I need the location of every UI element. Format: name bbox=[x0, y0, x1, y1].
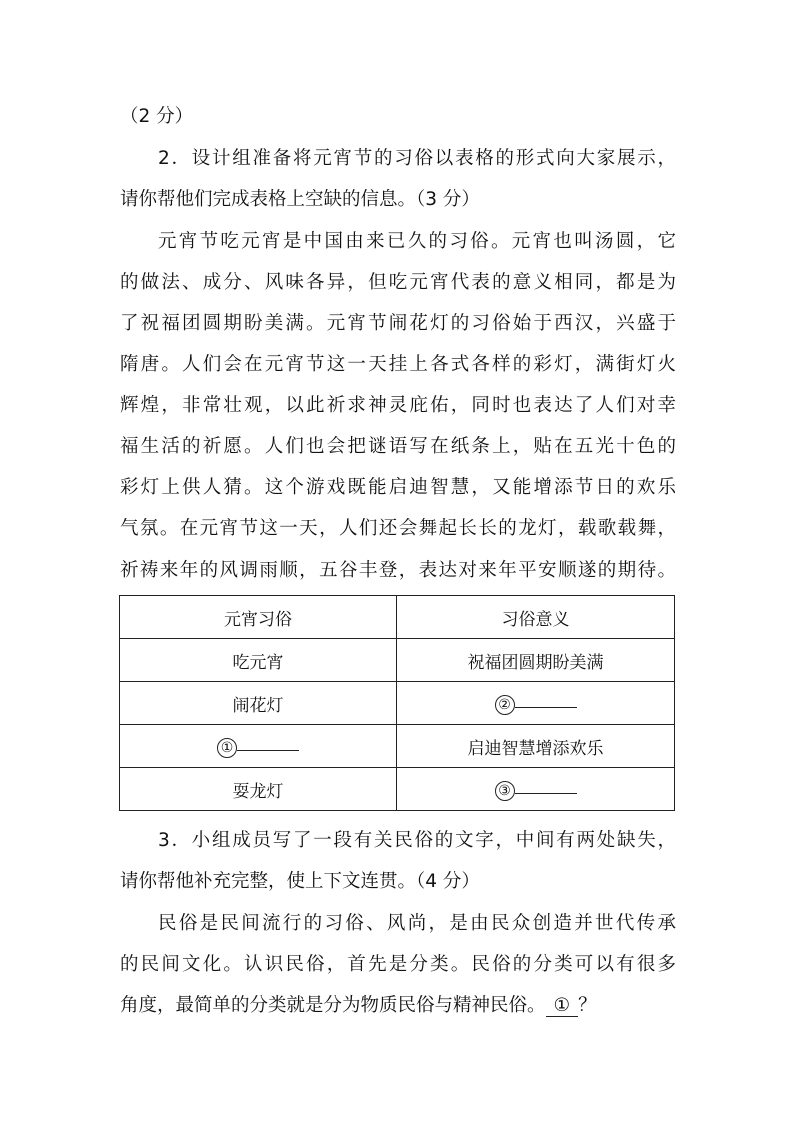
table-row bbox=[120, 639, 675, 682]
folk-passage-line-2: 的民间文化。认识民俗，首先是分类。民俗的分类可以有很多 bbox=[120, 954, 676, 975]
question-mark: ？ bbox=[578, 995, 597, 1016]
blank-number: ③ bbox=[495, 781, 515, 801]
custom-blank-cell[interactable] bbox=[120, 725, 397, 768]
question-3-line-2: 请你帮他补充完整，使上下文连贯。（4 分） bbox=[120, 871, 480, 892]
table-row bbox=[120, 725, 675, 768]
custom-cell: 吃元宵 bbox=[120, 639, 397, 682]
passage-line-8: 气氛。在元宵节这一天，人们还会舞起长长的龙灯，载歌载舞， bbox=[120, 518, 676, 539]
passage-line-2: 的做法、成分、风味各异，但吃元宵代表的意义相同，都是为 bbox=[120, 272, 676, 293]
answer-blank[interactable] bbox=[515, 778, 577, 794]
passage-line-6: 福生活的祈愿。人们也会把谜语写在纸条上，贴在五光十色的 bbox=[120, 436, 676, 457]
passage-line-1: 元宵节吃元宵是中国由来已久的习俗。元宵也叫汤圆，它 bbox=[158, 231, 676, 252]
table-row bbox=[120, 768, 675, 811]
table-row bbox=[120, 682, 675, 725]
answer-blank-1[interactable] bbox=[546, 996, 579, 1017]
answer-blank[interactable] bbox=[515, 692, 577, 708]
blank-number: ① bbox=[553, 995, 571, 1016]
passage-line-3: 了祝福团圆期盼美满。元宵节闹花灯的习俗始于西汉，兴盛于 bbox=[120, 313, 676, 334]
question-3-line-1: 3．小组成员写了一段有关民俗的文字，中间有两处缺失， bbox=[158, 830, 676, 851]
question-2-line-1: 2．设计组准备将元宵节的习俗以表格的形式向大家展示， bbox=[158, 148, 676, 169]
table-header-row bbox=[120, 596, 675, 639]
header-meaning: 习俗意义 bbox=[397, 596, 675, 639]
folk-passage-line-1: 民俗是民间流行的习俗、风尚，是由民众创造并世代传承 bbox=[158, 913, 676, 934]
passage-line-5: 辉煌，非常壮观，以此祈求神灵庇佑，同时也表达了人们对幸 bbox=[120, 395, 676, 416]
meaning-blank-cell[interactable] bbox=[397, 682, 675, 725]
passage-line-7: 彩灯上供人猜。这个游戏既能启迪智慧，又能增添节日的欢乐 bbox=[120, 477, 676, 498]
header-custom: 元宵习俗 bbox=[120, 596, 397, 639]
blank-number: ② bbox=[495, 695, 515, 715]
folk-passage-text: 角度，最简单的分类就是分为物质民俗与精神民俗。 bbox=[120, 995, 546, 1016]
question-2-line-2: 请你帮他们完成表格上空缺的信息。（3 分） bbox=[120, 189, 480, 210]
custom-cell: 闹花灯 bbox=[120, 682, 397, 725]
passage-line-9: 祈祷来年的风调雨顺，五谷丰登，表达对来年平安顺遂的期待。 bbox=[120, 560, 676, 581]
score-note: （2 分） bbox=[120, 106, 194, 127]
passage-line-4: 隋唐。人们会在元宵节这一天挂上各式各样的彩灯，满街灯火 bbox=[120, 354, 676, 375]
blank-number: ① bbox=[217, 738, 237, 758]
meaning-blank-cell[interactable] bbox=[397, 768, 675, 811]
answer-blank[interactable] bbox=[237, 735, 299, 751]
meaning-cell: 启迪智慧增添欢乐 bbox=[397, 725, 675, 768]
custom-cell: 耍龙灯 bbox=[120, 768, 397, 811]
meaning-cell: 祝福团圆期盼美满 bbox=[397, 639, 675, 682]
folk-passage-line-3 bbox=[120, 987, 676, 1025]
lantern-customs-table bbox=[119, 595, 675, 811]
